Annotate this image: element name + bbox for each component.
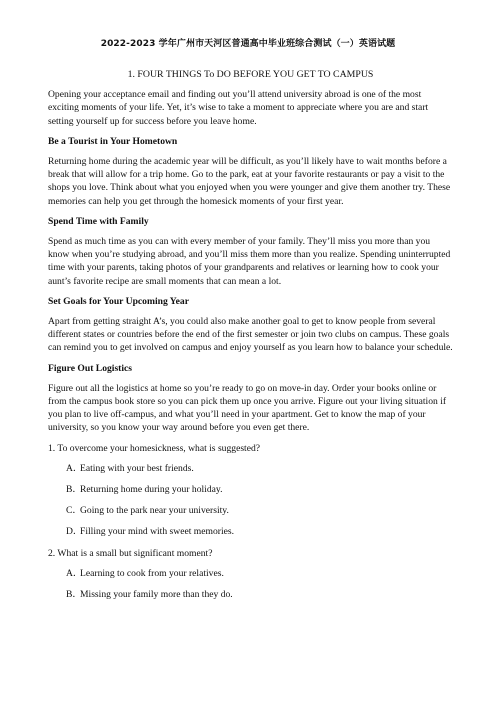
answer-option: [66, 525, 453, 538]
option-letter: A．: [66, 462, 83, 474]
question-stem: 1. To overcome your homesickness, what is suggested?: [48, 442, 261, 454]
passage-title: 1. FOUR THINGS To DO BEFORE YOU GET TO CAMPUS: [127, 69, 374, 80]
option-text: Missing your family more than they do.: [80, 589, 233, 601]
section-paragraph: Apart from getting straight A’s, you could also make another goal to get to know people from several different states or countries before the end of the first semester or join two clubs on campus. These goals can remind you to get involved on campus and enjoy yourself as you learn how to balance your schedule.: [48, 316, 453, 354]
question-stem: 2. What is a small but significant moment?: [48, 547, 213, 559]
section-paragraph: Returning home during the academic year will be difficult, as you’ll likely have to wait months before a break that will allow for a trip home. Go to the park, eat at your favorite restaurants or pay a visit to the shops you love. Think about what you enjoyed when you were younger and give them another try. These memories can help you get through the homesick moments of your first year.: [48, 156, 451, 207]
section-paragraph: Spend as much time as you can with every member of your family. They’ll miss you more than you know when you’re studying abroad, and you’ll miss them more than you realize. Spending uninterrupted time with your parents, taking photos of your grandparents and relatives or learning how to cook your aunt’s favorite recipe are small moments that can mean a lot.: [48, 236, 451, 287]
intro-paragraph: Opening your acceptance email and finding out you’ll attend university abroad is one of the most exciting moments of your life. Yet, it’s wise to take a moment to appreciate where you are and start setting yourself up for success before you leave home.: [48, 89, 429, 127]
option-letter: D．: [66, 526, 83, 538]
section-heading: Be a Tourist in Your Hometown: [48, 135, 178, 147]
exam-header: 2022-2023 学年广州市天河区普通高中毕业班综合测试（一）英语试题: [100, 39, 396, 49]
option-text: Returning home during your holiday.: [80, 484, 223, 496]
answer-option: [66, 483, 453, 496]
answer-option: [66, 462, 453, 475]
option-text: Going to the park near your university.: [80, 505, 229, 517]
section-paragraph: Figure out all the logistics at home so you’re ready to go on move-in day. Order your books online or from the campus book store so you can pick them up once you arrive. Figure out your living situation if you plan to live off-campus, and what you’ll need in your apartment. Get to know the map of your university, so you know your way around before you even get there.: [48, 382, 447, 434]
section-heading: Set Goals for Your Upcoming Year: [48, 295, 189, 307]
option-letter: A．: [66, 567, 83, 579]
answer-option: [66, 588, 453, 601]
answer-option: [66, 504, 453, 517]
option-letter: B．: [66, 589, 82, 601]
content: [48, 68, 453, 609]
answer-option: [66, 567, 453, 580]
option-text: Learning to cook from your relatives.: [80, 567, 224, 579]
section-heading: Figure Out Logistics: [48, 362, 133, 374]
option-letter: B．: [66, 484, 82, 496]
option-text: Eating with your best friends.: [80, 462, 194, 474]
option-text: Filling your mind with sweet memories.: [80, 526, 235, 538]
section-heading: Spend Time with Family: [48, 215, 149, 227]
option-letter: C．: [66, 505, 82, 517]
